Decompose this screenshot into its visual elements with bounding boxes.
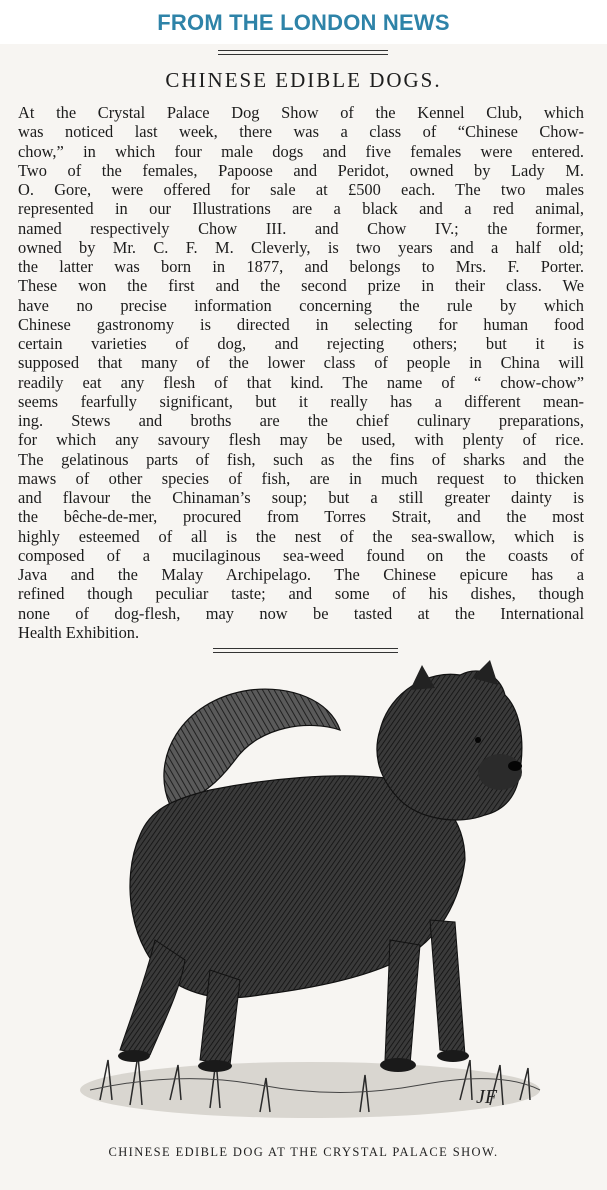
article-line: the latter was born in 1877, and belongs to Mrs. F. Porter. bbox=[18, 257, 584, 276]
grass-ground bbox=[80, 1055, 540, 1118]
article-line: supposed that many of the lower class of people in China will bbox=[18, 353, 584, 373]
article-line: O. Gore, were offered for sale at £500 each. The two males bbox=[18, 180, 584, 199]
article-line: owned by Mr. C. F. M. Cleverly, is two years and a half old; bbox=[18, 237, 584, 257]
dog-paw-1 bbox=[380, 1058, 416, 1072]
dog-leg-front-right bbox=[430, 920, 465, 1055]
article-line: highly esteemed of all is the nest of the sea-swallow, which is bbox=[18, 526, 584, 546]
article-line: for which any savoury flesh may be used, with plenty of rice. bbox=[18, 430, 584, 450]
dog-paw-2 bbox=[437, 1050, 469, 1062]
dog-eye bbox=[475, 737, 481, 743]
mid-rule-2 bbox=[213, 652, 398, 653]
article-line: readily eat any flesh of that kind. The name of “ chow-chow” bbox=[18, 372, 584, 392]
article-line: Chinese gastronomy is directed in selecting for human food bbox=[18, 314, 584, 334]
dog-leg-front-left bbox=[385, 940, 420, 1065]
article-line: named respectively Chow III. and Chow IV.; the former, bbox=[18, 218, 584, 238]
header-banner bbox=[0, 0, 607, 44]
article-line: ing. Stews and broths are the chief culinary preparations, bbox=[18, 411, 584, 430]
article-line: maws of other species of fish, are in much request to thicken bbox=[18, 468, 584, 488]
dog-illustration bbox=[60, 660, 560, 1130]
article-line: These won the first and the second prize in their class. We bbox=[18, 276, 584, 296]
article-line: and flavour the Chinaman’s soup; but a still greater dainty is bbox=[18, 488, 584, 507]
article-line: was noticed last week, there was a class of “Chinese Chow- bbox=[18, 122, 584, 142]
article-line: The gelatinous parts of fish, such as the fins of sharks and the bbox=[18, 449, 584, 469]
article-line: represented in our Illustrations are a black and a red animal, bbox=[18, 199, 584, 219]
article-line: composed of a mucilaginous sea-weed found on the coasts of bbox=[18, 545, 584, 565]
article-line: the bêche-de-mer, procured from Torres Strait, and the most bbox=[18, 507, 584, 527]
article-line: chow,” in which four male dogs and five females were entered. bbox=[18, 141, 584, 161]
engraver-monogram: JF bbox=[476, 1086, 498, 1108]
top-rule-2 bbox=[218, 54, 388, 55]
article-line: certain varieties of dog, and rejecting others; but it is bbox=[18, 334, 584, 353]
illustration-caption: CHINESE EDIBLE DOG AT THE CRYSTAL PALACE SHOW. bbox=[108, 1145, 499, 1159]
dog-head bbox=[377, 671, 522, 820]
dog-leg-back-right bbox=[120, 940, 185, 1055]
article-line: have no precise information concerning the rule by which bbox=[18, 295, 584, 315]
top-rule-1 bbox=[218, 50, 388, 51]
mid-rule-1 bbox=[213, 648, 398, 649]
dog-paw-3 bbox=[198, 1060, 232, 1072]
banner-title: FROM THE LONDON NEWS bbox=[157, 10, 450, 35]
article-body bbox=[18, 103, 584, 642]
article-line: Java and the Malay Archipelago. The Chinese epicure has a bbox=[18, 565, 584, 584]
article-line: none of dog-flesh, may now be tasted at the International bbox=[18, 603, 584, 623]
dog-paw-4 bbox=[118, 1050, 150, 1062]
article-title: CHINESE EDIBLE DOGS. bbox=[165, 68, 442, 92]
article-line: refined though peculiar taste; and some of his dishes, though bbox=[18, 584, 584, 604]
article-line: At the Crystal Palace Dog Show of the Kennel Club, which bbox=[18, 103, 584, 122]
dog-nose bbox=[508, 761, 522, 771]
article-line: seems fearfully significant, but it really has a different mean- bbox=[18, 391, 584, 411]
dog-muzzle bbox=[478, 754, 522, 790]
article-line: Two of the females, Papoose and Peridot, owned by Lady M. bbox=[18, 160, 584, 180]
article-line: Health Exhibition. bbox=[18, 622, 140, 642]
